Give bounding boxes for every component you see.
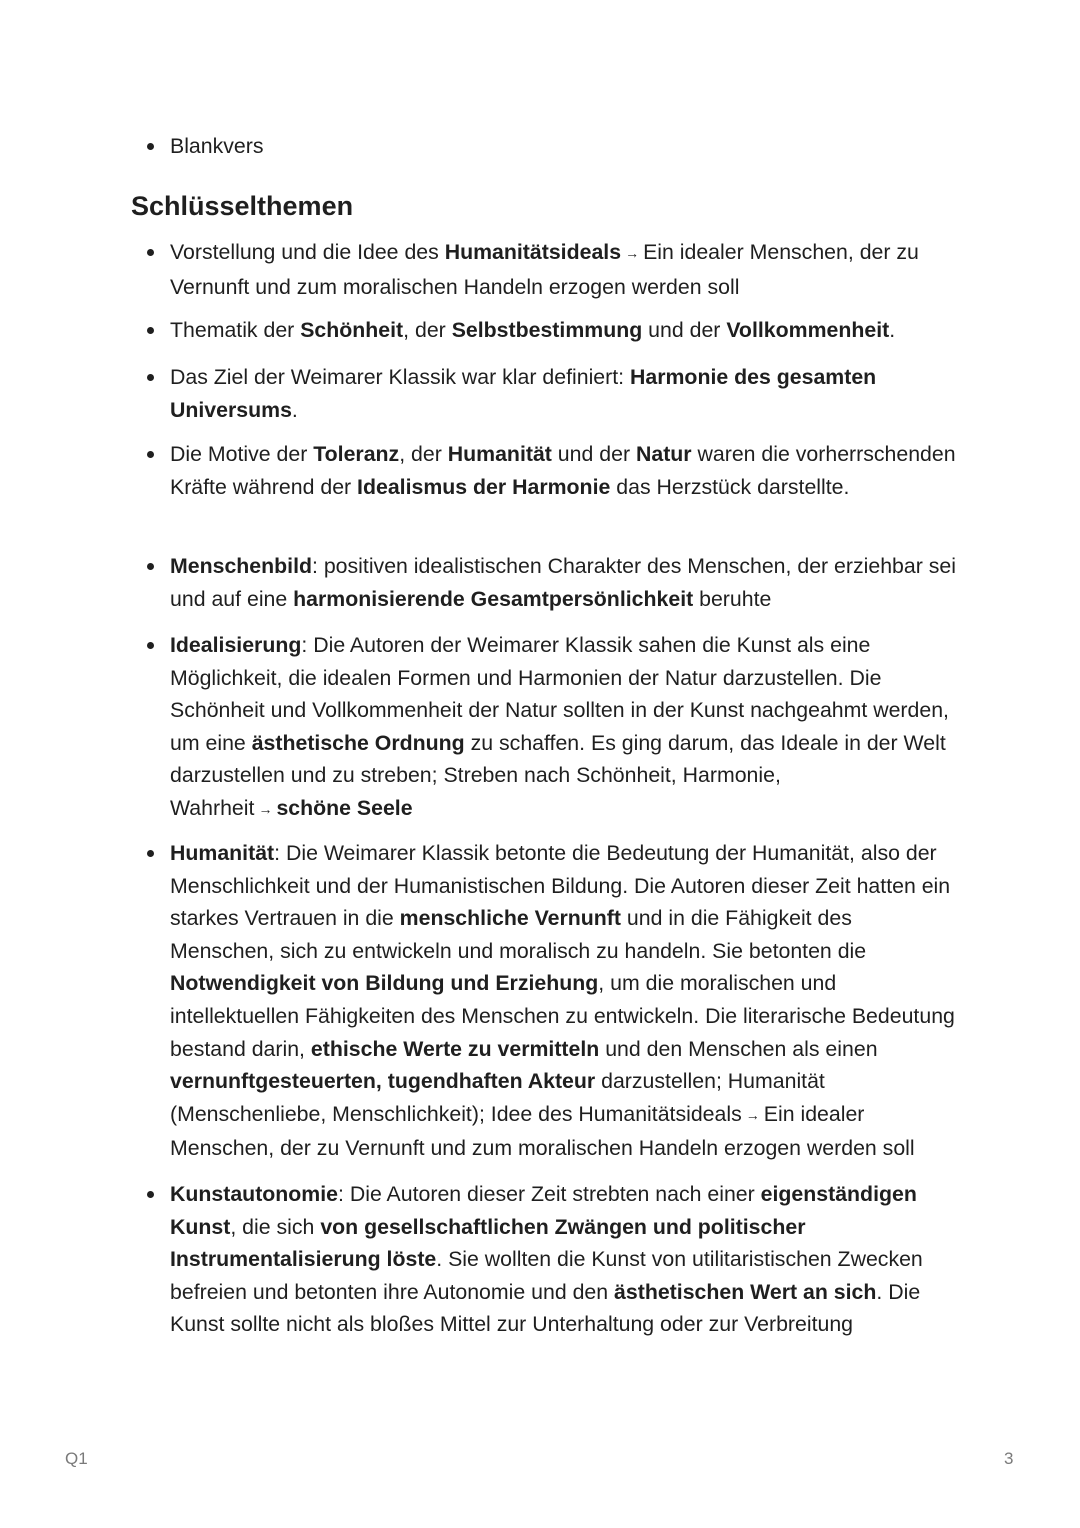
body-text: beruhte [693, 586, 772, 611]
list-item [170, 1178, 960, 1341]
bold-text: Humanität [170, 841, 275, 865]
body-text: . [889, 318, 896, 342]
body-text: und den Menschen als einen [599, 1036, 878, 1061]
list-item [170, 130, 960, 163]
body-text: Ein idealer Menschen, der zu Vernunft und zum moralischen Handeln erzogen werden soll [170, 1101, 915, 1161]
body-text: und der [551, 442, 636, 466]
list-item [170, 629, 960, 827]
bold-text: Notwendigkeit von Bildung und Erziehung [170, 971, 599, 996]
body-text: waren die vorherrschenden Kräfte während der [170, 442, 956, 499]
list-item [170, 550, 960, 615]
bold-text: Idealisierung [170, 633, 302, 657]
bold-text: menschliche Vernunft [399, 906, 621, 931]
body-text: . [291, 397, 298, 422]
body-text: : Die Autoren dieser Zeit strebten nach einer [338, 1182, 761, 1206]
list-item [170, 438, 960, 503]
body-text: Das Ziel der Weimarer Klassik war klar definiert: [170, 365, 630, 389]
body-text: , der [403, 318, 452, 342]
arrow-icon: → [745, 1106, 760, 1123]
bold-text: ästhetischen Wert an sich [614, 1279, 877, 1304]
bold-text: Natur [635, 442, 692, 466]
bold-text: Selbstbestimmung [451, 318, 643, 342]
list-item [170, 314, 960, 347]
body-text: , um die moralischen und intellektuellen Fähigkeiten des Menschen zu entwickeln. Die literarische Bedeutung bestand darin, [170, 971, 955, 1061]
bold-text: Humanitätsideals [444, 240, 622, 264]
body-text: darzustellen; Humanität (Menschenliebe, Menschlichkeit); Idee des Humanitätsideals [170, 1069, 825, 1126]
body-text: : Die Weimarer Klassik betonte die Bedeutung der Humanität, also der Menschlichkeit und der Humanistischen Bildung. Die Autoren dieser Zeit hatten ein starkes Vertrauen in die [170, 841, 951, 931]
list-item [170, 236, 960, 303]
bold-text: Harmonie des gesamten Universums [170, 365, 877, 422]
body-text: , die sich [230, 1214, 321, 1239]
bold-text: Toleranz [313, 442, 400, 466]
arrow-icon: → [258, 800, 273, 817]
bold-text: Idealismus der Harmonie [357, 474, 611, 499]
section-heading: Schlüsselthemen [131, 191, 354, 221]
body-text: Blankvers [170, 134, 264, 158]
bold-text: harmonisierende Gesamtpersönlichkeit [293, 586, 694, 611]
body-text: Thematik der [170, 318, 301, 342]
list-item [170, 361, 960, 426]
bold-text: schöne Seele [276, 795, 413, 820]
bold-text: von gesellschaftlichen Zwängen und politischer Instrumentalisierung löste [170, 1214, 806, 1272]
body-text: Die Motive der [170, 442, 314, 466]
body-text: Vorstellung und die Idee des [170, 240, 445, 264]
footer-label: Q1 [65, 1449, 88, 1468]
bold-text: Schönheit [300, 318, 404, 342]
bold-text: Menschenbild [170, 554, 312, 578]
body-text: Ein idealer Menschen, der zu Vernunft und zum moralischen Handeln erzogen werden soll [170, 240, 919, 299]
body-text: , der [399, 442, 448, 466]
bold-text: Vollkommenheit [726, 318, 890, 342]
bold-text: vernunftgesteuerten, tugendhaften Akteur [170, 1069, 596, 1094]
body-text: und in die Fähigkeit des Menschen, sich zu entwickeln und moralisch zu handeln. Sie betonten die [170, 906, 867, 963]
body-text: und der [642, 318, 727, 342]
list-item [170, 837, 960, 1165]
body-text: . Die Kunst sollte nicht als bloßes Mittel zur Unterhaltung oder zur Verbreitung [170, 1279, 921, 1337]
bold-text: ästhetische Ordnung [251, 730, 465, 755]
body-text: : Die Autoren der Weimarer Klassik sahen die Kunst als eine Möglichkeit, die idealen Formen und Harmonien der Natur darzustellen. Die Schönheit und Vollkommenheit der Natur sollten in der Kunst nachgeahmt werden, um eine [170, 633, 949, 755]
bold-text: ethische Werte zu vermitteln [310, 1036, 600, 1061]
body-text: . Sie wollten die Kunst von utilitaristischen Zwecken befreien und betonten ihre Autonomie und den [170, 1247, 923, 1304]
bold-text: Humanität [447, 442, 552, 466]
bold-text: eigenständigen Kunst [170, 1182, 917, 1239]
body-text: : positiven idealistischen Charakter des Menschen, der erziehbar sei und auf eine [170, 554, 956, 611]
page-number: 3 [1004, 1449, 1014, 1468]
bold-text: Kunstautonomie [170, 1182, 339, 1206]
arrow-icon: → [625, 245, 640, 261]
body-text: zu schaffen. Es ging darum, das Ideale in der Welt darzustellen und zu streben; Streben nach Schönheit, Harmonie, Wahrheit [170, 730, 946, 820]
body-text: das Herzstück darstellte. [610, 474, 850, 499]
